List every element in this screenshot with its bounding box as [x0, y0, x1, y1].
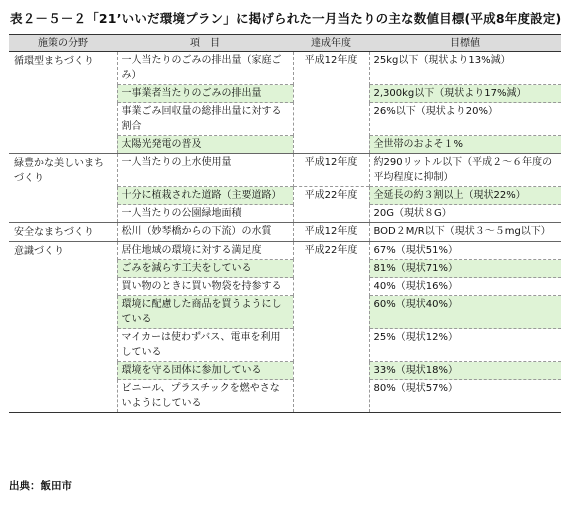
target-cell: 25%（現状12%）	[369, 329, 561, 362]
target-cell: 2,300kg以下（現状より17%減）	[369, 85, 561, 103]
item-cell: 事業ごみ回収量の総排出量に対する割合	[117, 103, 293, 136]
item-cell: 一人当たりの公園緑地面積	[117, 205, 293, 223]
target-cell: 33%（現状18%）	[369, 362, 561, 380]
item-cell: 一人当たりの上水使用量	[117, 154, 293, 187]
year-cell: 平成12年度	[293, 223, 369, 242]
item-cell: 松川（妙琴橋からの下流）の水質	[117, 223, 293, 242]
header-year: 達成年度	[293, 35, 369, 52]
target-cell: 20G（現状８G）	[369, 205, 561, 223]
target-cell: 80%（現状57%）	[369, 380, 561, 413]
year-cell: 平成22年度	[293, 242, 369, 413]
table-row	[9, 223, 561, 242]
table-body	[9, 52, 561, 413]
table-row	[9, 52, 561, 85]
item-cell: 十分に植栽された道路（主要道路）	[117, 187, 293, 205]
header-target: 目標値	[369, 35, 561, 52]
header-row	[9, 35, 561, 52]
target-cell: 全世帯のおよそ１%	[369, 136, 561, 154]
target-cell: 約290リットル以下（平成２～６年度の平均程度に抑制）	[369, 154, 561, 187]
category-cell: 意識づくり	[9, 242, 117, 413]
item-cell: 環境を守る団体に参加している	[117, 362, 293, 380]
item-cell: 買い物のときに買い物袋を持参する	[117, 278, 293, 296]
category-cell: 循環型まちづくり	[9, 52, 117, 154]
year-cell: 平成22年度	[293, 187, 369, 223]
item-cell: ビニール、プラスチックを燃やさないようにしている	[117, 380, 293, 413]
item-cell: 居住地域の環境に対する満足度	[117, 242, 293, 260]
target-cell: 81%（現状71%）	[369, 260, 561, 278]
category-cell: 安全なまちづくり	[9, 223, 117, 242]
target-cell: 67%（現状51%）	[369, 242, 561, 260]
table-title: 表２－５－２「21’いいだ環境プラン」に掲げられた一月当たりの主な数値目標(平成8年度設定)	[10, 11, 562, 26]
header-item: 項 目	[117, 35, 293, 52]
year-cell: 平成12年度	[293, 154, 369, 187]
category-cell: 緑豊かな美しいまちづくり	[9, 154, 117, 223]
target-cell: BOD２M/R以下（現状３～５mg以下）	[369, 223, 561, 242]
item-cell: マイカーは使わずバス、電車を利用している	[117, 329, 293, 362]
item-cell: 一人当たりのごみの排出量（家庭ごみ）	[117, 52, 293, 85]
year-cell: 平成12年度	[293, 52, 369, 154]
targets-table	[9, 34, 561, 413]
item-cell: 太陽光発電の普及	[117, 136, 293, 154]
target-cell: 25kg以下（現状より13%減）	[369, 52, 561, 85]
header-category: 施策の分野	[9, 35, 117, 52]
source-note: 出典：飯田市	[9, 480, 72, 492]
target-cell: 60%（現状40%）	[369, 296, 561, 329]
item-cell: 一事業者当たりのごみの排出量	[117, 85, 293, 103]
table-row	[9, 154, 561, 187]
item-cell: 環境に配慮した商品を買うようにしている	[117, 296, 293, 329]
target-cell: 26%以下（現状より20%）	[369, 103, 561, 136]
target-cell: 全延長の約３割以上（現状22%）	[369, 187, 561, 205]
target-cell: 40%（現状16%）	[369, 278, 561, 296]
item-cell: ごみを減らす工夫をしている	[117, 260, 293, 278]
table-row	[9, 242, 561, 260]
